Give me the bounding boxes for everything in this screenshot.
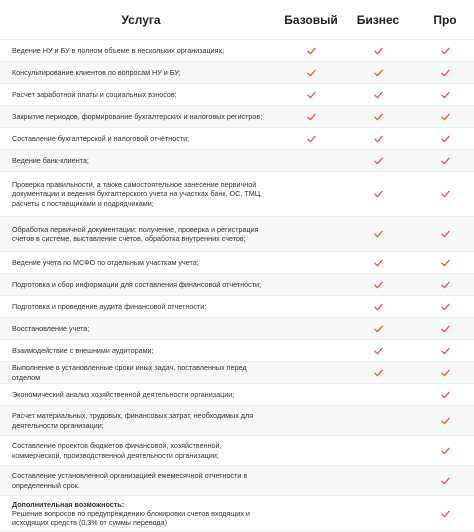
basic-included-cell [301,436,321,465]
pro-included-cell [435,274,455,295]
table-row [0,62,474,84]
business-included-cell [368,84,388,105]
check-icon [374,108,383,126]
basic-included-cell [301,384,321,405]
business-included-cell [368,40,388,61]
table-row [0,274,474,296]
check-icon [441,442,450,460]
pro-included-cell [435,384,455,405]
service-cell [12,436,270,465]
service-text [12,68,181,77]
basic-included-cell [301,296,321,317]
pro-included-cell [435,296,455,317]
service-label: Проверка правильности, а также самостоятельное занесение первичной документации и ведения бухгалтерского учета на участках банк, ОС, ТМЦ, расчеты с поставщиками и подрядчиками; [12,180,263,208]
service-text [12,390,234,399]
service-text [12,471,270,490]
table-row [0,252,474,274]
header-service: Услуга [121,13,161,27]
check-icon [307,130,316,148]
table-row [0,340,474,362]
table-row [0,150,474,172]
check-icon [441,276,450,294]
service-label: Восстановление учета; [12,323,90,333]
check-icon [307,108,316,126]
table-row [0,406,474,436]
table-header [0,0,474,40]
table-row [0,466,474,496]
check-icon [374,320,383,338]
pro-included-cell [435,406,455,435]
business-included-cell [368,172,388,216]
check-icon [441,108,450,126]
service-label: Выполнение в установленные сроки иных задач, поставленных перед отделом [12,363,247,382]
service-label: Составление проектов бюджетов финансовой, хозяйственной, коммерческой, производственной деятельности организации; [12,441,222,460]
table-row [0,436,474,466]
table-row [0,40,474,62]
business-included-cell [368,217,388,251]
check-icon [441,342,450,360]
service-label: Обработка первичной документации: получение, проверка и регистрация счетов в системе, выставление счетов, обработка внутренних счетов; [12,224,259,243]
check-icon [374,130,383,148]
service-label: Консультирование клиентов по вопросам НУ и БУ; [12,67,181,77]
service-label: Экономический анализ хозяйственной деятельности организации; [12,389,235,399]
service-cell [12,40,270,61]
pro-included-cell [435,106,455,127]
basic-included-cell [301,406,321,435]
check-icon [374,298,383,316]
service-label: Подготовка и сбор информации для составления финансовой отчетности; [12,279,262,289]
service-label: Ведение учета по МСФО по отдельным участкам учета; [12,257,199,267]
service-text [12,411,270,430]
business-included-cell [368,496,388,531]
service-cell [12,362,270,383]
service-cell [12,296,270,317]
service-cell [12,106,270,127]
service-cell [12,84,270,105]
service-cell [12,340,270,361]
table-row [0,217,474,252]
service-text [12,346,154,355]
service-text [12,180,270,208]
pro-included-cell [435,466,455,495]
service-text [12,324,89,333]
service-text [12,258,199,267]
basic-included-cell [301,252,321,273]
business-included-cell [368,150,388,171]
service-label: Расчет заработной платы и социальных взносов; [12,89,177,99]
service-label: Расчет материальных, трудовых, финансовых затрат, необходимых для деятельности организации; [12,411,254,430]
pro-included-cell [435,252,455,273]
service-cell [12,217,270,251]
basic-included-cell [301,466,321,495]
check-icon [441,130,450,148]
business-included-cell [368,436,388,465]
business-included-cell [368,106,388,127]
service-cell [12,496,270,531]
business-included-cell [368,296,388,317]
check-icon [374,276,383,294]
basic-included-cell [301,106,321,127]
check-icon [441,152,450,170]
service-text [12,225,270,244]
check-icon [374,64,383,82]
check-icon [374,364,383,382]
header-business: Бизнес [356,13,400,27]
pro-included-cell [435,436,455,465]
service-label: Составление установленной организацией ежемесячной отчетности в определенный срок. [12,471,248,490]
check-icon [441,505,450,523]
table-row [0,172,474,217]
service-label: Составление бухгалтерской и налоговой отчётности; [12,133,190,143]
pro-included-cell [435,362,455,383]
check-icon [374,225,383,243]
business-included-cell [368,62,388,83]
check-icon [441,472,450,490]
service-label: Закрытие периодов, формирование бухгалтерских и налоговых регистров; [12,111,263,121]
basic-included-cell [301,62,321,83]
service-text [12,134,189,143]
pro-included-cell [435,128,455,149]
basic-included-cell [301,84,321,105]
service-text [12,302,206,311]
service-label: Подготовка и проведение аудита финансовой отчетности; [12,301,207,311]
basic-included-cell [301,362,321,383]
check-icon [374,342,383,360]
check-icon [441,386,450,404]
service-cell [12,466,270,495]
pro-included-cell [435,40,455,61]
service-cell [12,252,270,273]
check-icon [374,86,383,104]
service-label: Решение вопросов по предупреждению блокировки счетов входящих и исходящих средств (0,3% от суммы перевода) [12,508,250,528]
pro-included-cell [435,217,455,251]
pro-included-cell [435,62,455,83]
service-text [12,112,262,121]
service-cell [12,128,270,149]
check-icon [374,42,383,60]
service-cell [12,406,270,435]
business-included-cell [368,340,388,361]
header-basic: Базовый [284,13,338,27]
pro-included-cell [435,172,455,216]
basic-included-cell [301,172,321,216]
table-row [0,362,474,384]
business-included-cell [368,466,388,495]
table-row [0,296,474,318]
table-row [0,128,474,150]
basic-included-cell [301,40,321,61]
table-row [0,106,474,128]
service-cell [12,172,270,216]
service-text [12,363,270,382]
service-label: Ведение НУ и БУ в полном объеме в нескольких организациях; [12,45,225,55]
service-cell [12,150,270,171]
service-text [12,441,270,460]
service-title: Дополнительная возможность: [12,499,125,509]
check-icon [441,412,450,430]
service-label: Ведение банк-клиента; [12,155,89,165]
check-icon [307,42,316,60]
service-cell [12,274,270,295]
basic-included-cell [301,318,321,339]
check-icon [307,86,316,104]
check-icon [441,254,450,272]
basic-included-cell [301,274,321,295]
service-text [12,500,270,528]
pro-included-cell [435,150,455,171]
basic-included-cell [301,150,321,171]
check-icon [307,64,316,82]
pro-included-cell [435,318,455,339]
service-cell [12,384,270,405]
business-included-cell [368,252,388,273]
service-label: Взаимодействие с внешними аудиторами; [12,345,154,355]
pro-included-cell [435,496,455,531]
service-text [12,280,261,289]
check-icon [374,254,383,272]
service-text [12,156,89,165]
check-icon [441,42,450,60]
table-row [0,384,474,406]
service-text [12,46,224,55]
header-pro: Про [433,13,457,27]
basic-included-cell [301,217,321,251]
service-cell [12,318,270,339]
business-included-cell [368,128,388,149]
basic-included-cell [301,340,321,361]
check-icon [374,152,383,170]
check-icon [441,320,450,338]
pro-included-cell [435,340,455,361]
business-included-cell [368,274,388,295]
table-row [0,318,474,340]
business-included-cell [368,406,388,435]
check-icon [441,225,450,243]
basic-included-cell [301,128,321,149]
check-icon [441,86,450,104]
service-cell [12,62,270,83]
basic-included-cell [301,496,321,531]
business-included-cell [368,318,388,339]
check-icon [441,64,450,82]
check-icon [441,364,450,382]
service-text [12,90,177,99]
check-icon [441,298,450,316]
business-included-cell [368,384,388,405]
pro-included-cell [435,84,455,105]
check-icon [374,185,383,203]
business-included-cell [368,362,388,383]
check-icon [441,185,450,203]
table-row [0,84,474,106]
